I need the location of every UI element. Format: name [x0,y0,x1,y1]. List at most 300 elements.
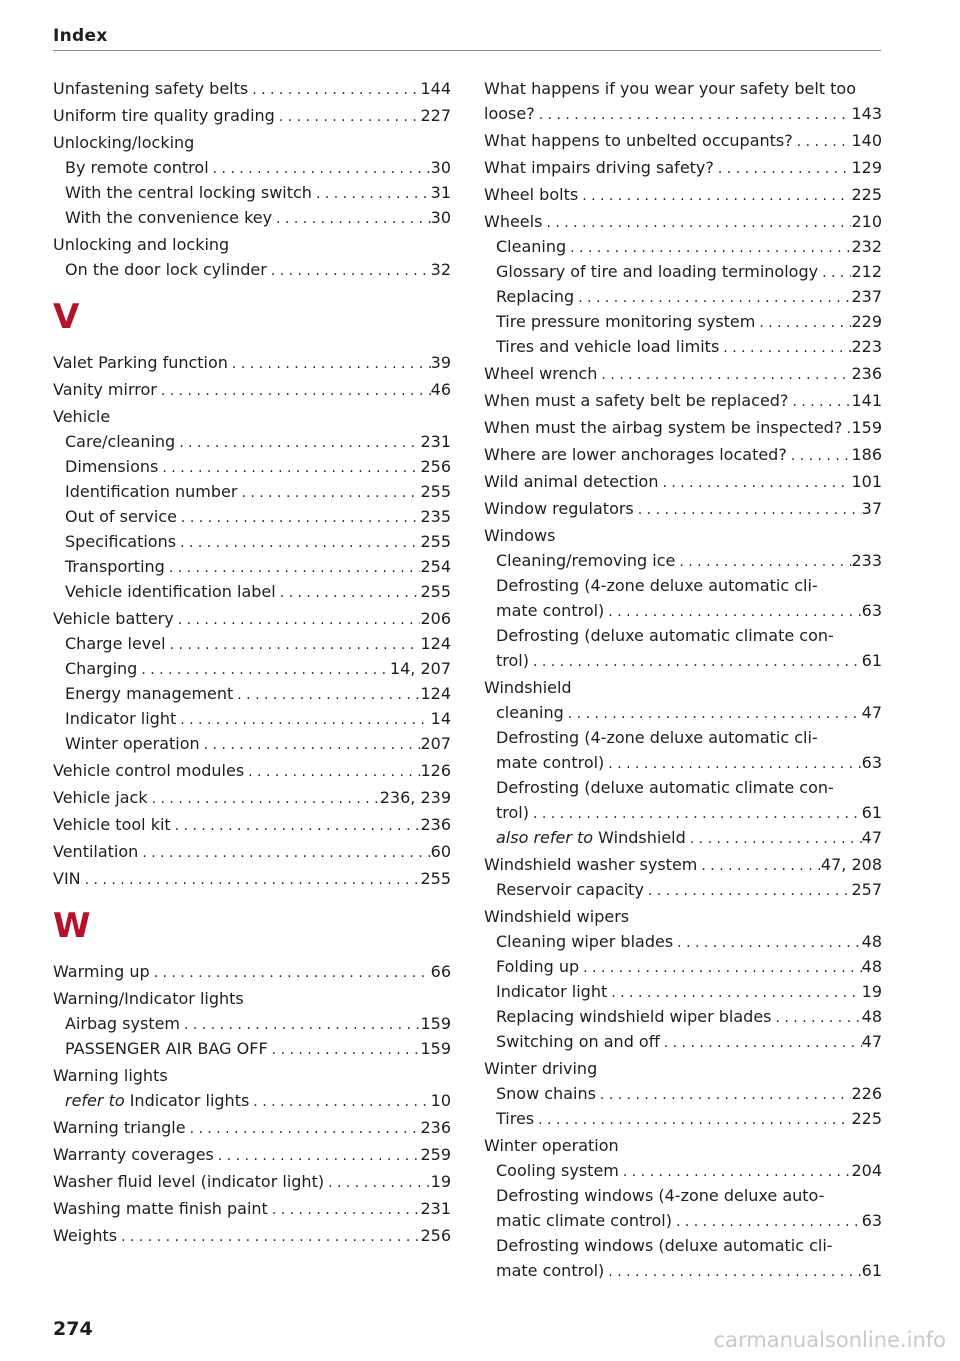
index-entry [484,954,882,979]
index-entry [53,180,451,205]
index-heading [484,523,882,548]
index-entry [484,548,882,573]
index-entry [484,1081,882,1106]
index-entry [53,479,451,504]
index-term: Wild animal detection [484,472,659,491]
index-entry [484,496,882,521]
index-term: Ventilation [53,842,139,861]
index-column-left [53,76,451,1248]
page-reference: 140 [851,131,882,150]
index-entry-continued [484,1183,882,1208]
index-term: When must a safety belt be replaced? [484,391,789,410]
page-reference: 210 [851,212,882,231]
page-reference: 159 [851,418,882,437]
index-entry [53,758,451,783]
page-reference: 101 [851,472,882,491]
page-reference: 14, 207 [389,659,451,678]
index-entry [53,350,451,375]
index-entry [53,103,451,128]
index-entry [484,700,882,725]
index-entry [484,825,882,850]
index-term: Washer fluid level (indicator light) [53,1172,325,1191]
leader-dots [787,444,852,469]
index-heading [484,675,882,700]
index-entry [484,929,882,954]
index-heading [484,1056,882,1081]
index-entry [484,182,882,207]
page-reference: 124 [420,634,451,653]
index-entry [53,959,451,984]
leader-dots [209,157,431,182]
index-term: Defrosting (4-zone deluxe automatic cli- [496,728,818,747]
leader-dots [564,702,862,727]
index-entry [484,334,882,359]
index-term: Replacing windshield wiper blades [496,1007,772,1026]
index-entry [484,1258,882,1283]
leader-dots [788,390,851,415]
page-reference: 231 [420,432,451,451]
page-reference: 231 [420,1199,451,1218]
index-term: Airbag system [65,1014,181,1033]
index-term: Wheels [484,212,543,231]
leader-dots [200,733,421,758]
leader-dots [634,498,862,523]
page-reference: 10 [430,1091,451,1110]
index-term: Warranty coverages [53,1145,214,1164]
index-term: By remote control [65,158,209,177]
leader-dots [660,1031,862,1056]
index-term: Charge level [65,634,166,653]
leader-dots [268,1038,421,1063]
leader-dots [579,956,861,981]
index-heading [53,986,451,1011]
index-term: Indicator light [496,982,608,1001]
page-reference: 255 [420,532,451,551]
index-term: Care/cleaning [65,432,176,451]
leader-dots [529,650,862,675]
leader-dots [138,841,430,866]
page-reference: 225 [851,1109,882,1128]
index-term: Specifications [65,532,177,551]
index-term: Defrosting windows (deluxe automatic cli- [496,1236,833,1255]
index-term: mate control) [496,601,605,620]
index-letter-heading: V [53,297,80,337]
index-term: Snow chains [496,1084,596,1103]
index-entry-continued [484,725,882,750]
leader-dots [714,157,852,182]
index-entry [53,504,451,529]
leader-dots [542,211,851,236]
index-term: Windshield washer system [484,855,698,874]
index-entry-continued [484,573,882,598]
index-entry [484,388,882,413]
page-reference: 32 [430,260,451,279]
leader-dots [596,1083,852,1108]
index-term: Warming up [53,962,150,981]
leader-dots [275,105,421,130]
index-term: Windshield wipers [484,907,630,926]
index-entry [53,785,451,810]
index-term: Wheel wrench [484,364,598,383]
leader-dots [166,633,421,658]
leader-dots [529,802,862,827]
index-term: Valet Parking function [53,353,228,372]
page-reference: 47, 208 [820,855,882,874]
index-entry [53,1011,451,1036]
index-term: Defrosting (deluxe automatic climate con- [496,626,834,645]
page-reference: 66 [430,962,451,981]
page-reference: 124 [420,684,451,703]
leader-dots [604,1260,861,1285]
leader-dots [818,261,851,286]
page-reference: 256 [420,457,451,476]
index-entry [53,1142,451,1167]
index-term: Cleaning/removing ice [496,551,676,570]
leader-dots [644,879,852,904]
index-entry [484,234,882,259]
leader-dots [237,481,420,506]
leader-dots [793,130,852,155]
index-term: Cooling system [496,1161,619,1180]
index-entry [53,731,451,756]
index-term: PASSENGER AIR BAG OFF [65,1039,268,1058]
index-entry [53,606,451,631]
page-reference: 48 [861,957,882,976]
leader-dots [248,78,420,103]
page-reference: 226 [851,1084,882,1103]
index-term: Transporting [65,557,165,576]
index-term: Window regulators [484,499,634,518]
index-term: Glossary of tire and loading terminology [496,262,819,281]
leader-dots [137,658,390,683]
index-term: With the convenience key [65,208,273,227]
page-reference: 207 [420,734,451,753]
index-entry [53,1169,451,1194]
leader-dots [177,506,421,531]
page-reference: 61 [861,803,882,822]
index-term: Winter operation [484,1136,619,1155]
index-term: Vehicle battery [53,609,174,628]
leader-dots [165,556,421,581]
page-reference: 60 [430,842,451,861]
index-heading [53,232,451,257]
page-reference: 204 [851,1161,882,1180]
leader-dots [81,868,421,893]
index-heading [484,1133,882,1158]
leader-dots [842,417,851,442]
leader-dots [249,1090,430,1115]
leader-dots [566,236,851,261]
index-term: Unlocking/locking [53,133,195,152]
index-term: Windows [484,526,556,545]
index-term: With the central locking switch [65,183,312,202]
page-reference: 212 [851,262,882,281]
leader-dots [171,814,421,839]
cross-reference-prefix: refer to [65,1091,125,1110]
leader-dots [117,1225,420,1250]
index-term: VIN [53,869,81,888]
index-term: Winter driving [484,1059,598,1078]
index-entry [53,155,451,180]
leader-dots [180,1013,420,1038]
index-term: mate control) [496,753,605,772]
index-entry [484,979,882,1004]
index-term: Folding up [496,957,580,976]
index-entry [53,377,451,402]
page-reference: 259 [420,1145,451,1164]
page-reference: 232 [851,237,882,256]
index-entry [484,1208,882,1233]
index-term: Windshield [593,828,686,847]
leader-dots [607,981,861,1006]
index-entry [53,205,451,230]
page-reference: 143 [851,104,882,123]
leader-dots [276,581,421,606]
index-term: Replacing [496,287,575,306]
index-entry [484,155,882,180]
page-reference: 14 [430,709,451,728]
leader-dots [535,103,852,128]
index-entry [53,1036,451,1061]
leader-dots [755,311,851,336]
index-entry [53,257,451,282]
index-entry [484,259,882,284]
leader-dots [697,854,821,879]
index-term: Energy management [65,684,234,703]
leader-dots [175,431,420,456]
index-term: Warning/Indicator lights [53,989,244,1008]
index-term: Defrosting (deluxe automatic climate con- [496,778,834,797]
leader-dots [150,961,431,986]
index-heading [53,130,451,155]
page-reference: 159 [420,1039,451,1058]
index-term: Unfastening safety belts [53,79,249,98]
index-term: Reservoir capacity [496,880,644,899]
page-reference: 236 [851,364,882,383]
page-reference: 257 [851,880,882,899]
page-reference: 227 [420,106,451,125]
page-reference: 236, 239 [379,788,451,807]
leader-dots [176,531,420,556]
index-entry [484,309,882,334]
index-entry [484,800,882,825]
index-term: Indicator light [65,709,177,728]
leader-dots [604,752,861,777]
index-term: Cleaning [496,237,567,256]
index-entry [53,631,451,656]
index-term: Vehicle tool kit [53,815,171,834]
page-reference: 48 [861,932,882,951]
leader-dots [228,352,431,377]
index-entry-continued [484,623,882,648]
leader-dots [174,608,421,633]
leader-dots [675,550,851,575]
page-reference: 61 [861,651,882,670]
leader-dots [214,1144,421,1169]
leader-dots [719,336,851,361]
index-entry [53,681,451,706]
leader-dots [158,456,420,481]
leader-dots [157,379,431,404]
index-entry [484,750,882,775]
index-term: Washing matte finish paint [53,1199,268,1218]
page-reference: 30 [430,208,451,227]
page-reference: 141 [851,391,882,410]
index-term: Charging [65,659,138,678]
index-term: Wheel bolts [484,185,579,204]
leader-dots [534,1108,851,1133]
index-term: Winter operation [65,734,200,753]
leader-dots [324,1171,431,1196]
index-term: matic climate control) [496,1211,672,1230]
index-term: Out of service [65,507,177,526]
leader-dots [578,184,851,209]
index-term: Unlocking and locking [53,235,230,254]
page-reference: 229 [851,312,882,331]
index-entry [484,415,882,440]
index-entry [484,442,882,467]
index-entry [53,839,451,864]
index-heading [484,904,882,929]
index-entry-continued [484,1233,882,1258]
leader-dots [772,1006,862,1031]
page-reference: 236 [420,815,451,834]
leader-dots [186,1117,421,1142]
leader-dots [176,708,430,733]
leader-dots [272,207,431,232]
page-reference: 48 [861,1007,882,1026]
leader-dots [312,182,431,207]
index-term: Tires [496,1109,535,1128]
index-entry-continued [484,775,882,800]
leader-dots [267,259,431,284]
index-entry [484,1106,882,1131]
index-entry [53,529,451,554]
page-reference: 237 [851,287,882,306]
page-reference: 31 [430,183,451,202]
index-term: trol) [496,651,529,670]
index-term: Identification number [65,482,238,501]
page-reference: 235 [420,507,451,526]
index-entry [53,1196,451,1221]
index-term: Cleaning wiper blades [496,932,674,951]
leader-dots [597,363,851,388]
index-entry [484,648,882,673]
index-term: What impairs driving safety? [484,158,714,177]
leader-dots [619,1160,852,1185]
page-reference: 30 [430,158,451,177]
index-entry [53,1223,451,1248]
index-term: What happens to unbelted occupants? [484,131,793,150]
page-reference: 61 [861,1261,882,1280]
page-reference: 63 [861,601,882,620]
page-reference: 256 [420,1226,451,1245]
index-term: When must the airbag system be inspected? [484,418,843,437]
page-reference: 186 [851,445,882,464]
index-term: Vehicle identification label [65,582,276,601]
index-entry [484,101,882,126]
index-term: Dimensions [65,457,159,476]
page-reference: 144 [420,79,451,98]
leader-dots [604,600,861,625]
index-letter-heading: W [53,906,91,946]
index-term: Where are lower anchorages located? [484,445,787,464]
index-entry [484,877,882,902]
page-reference: 233 [851,551,882,570]
index-entry [484,1158,882,1183]
page-reference: 63 [861,753,882,772]
page-reference: 19 [861,982,882,1001]
leader-dots [672,1210,862,1235]
index-entry [53,454,451,479]
index-term: loose? [484,104,535,123]
page-reference: 225 [851,185,882,204]
index-term: Tires and vehicle load limits [496,337,720,356]
index-entry [484,1029,882,1054]
index-entry [53,554,451,579]
page-reference: 47 [861,1032,882,1051]
index-term: Vanity mirror [53,380,157,399]
page-reference: 223 [851,337,882,356]
index-entry [484,469,882,494]
index-term: Tire pressure monitoring system [496,312,756,331]
index-term: trol) [496,803,529,822]
page-reference: 19 [430,1172,451,1191]
leader-dots [686,827,862,852]
index-entry [53,429,451,454]
watermark: carmanualsonline.info [713,1328,946,1352]
index-entry [53,76,451,101]
index-entry [53,866,451,891]
index-heading [53,404,451,429]
index-entry [53,706,451,731]
index-term: Warning lights [53,1066,168,1085]
page-reference: 129 [851,158,882,177]
leader-dots [233,683,420,708]
index-term: Warning triangle [53,1118,186,1137]
index-heading [53,1063,451,1088]
index-entry [484,209,882,234]
leader-dots [574,286,851,311]
page-reference: 255 [420,482,451,501]
page-reference: 255 [420,582,451,601]
index-entry [53,579,451,604]
index-entry [484,598,882,623]
page-reference: 63 [861,1211,882,1230]
index-term: What happens if you wear your safety belt too [484,79,856,98]
index-term: Weights [53,1226,118,1245]
index-term: Switching on and off [496,1032,660,1051]
page-number: 274 [53,1318,93,1340]
page-reference: 126 [420,761,451,780]
index-term: Defrosting (4-zone deluxe automatic cli- [496,576,818,595]
page-reference: 236 [420,1118,451,1137]
index-entry [484,1004,882,1029]
index-entry-continued [484,76,882,101]
index-column-right [484,76,882,1283]
index-term: Vehicle control modules [53,761,245,780]
index-term: On the door lock cylinder [65,260,267,279]
index-term: cleaning [496,703,564,722]
page-header: Index [53,26,108,46]
page-reference: 37 [861,499,882,518]
index-entry [484,284,882,309]
index-entry [484,361,882,386]
leader-dots [244,760,420,785]
index-term: Uniform tire quality grading [53,106,275,125]
page-reference: 47 [861,703,882,722]
header-rule [53,50,881,51]
